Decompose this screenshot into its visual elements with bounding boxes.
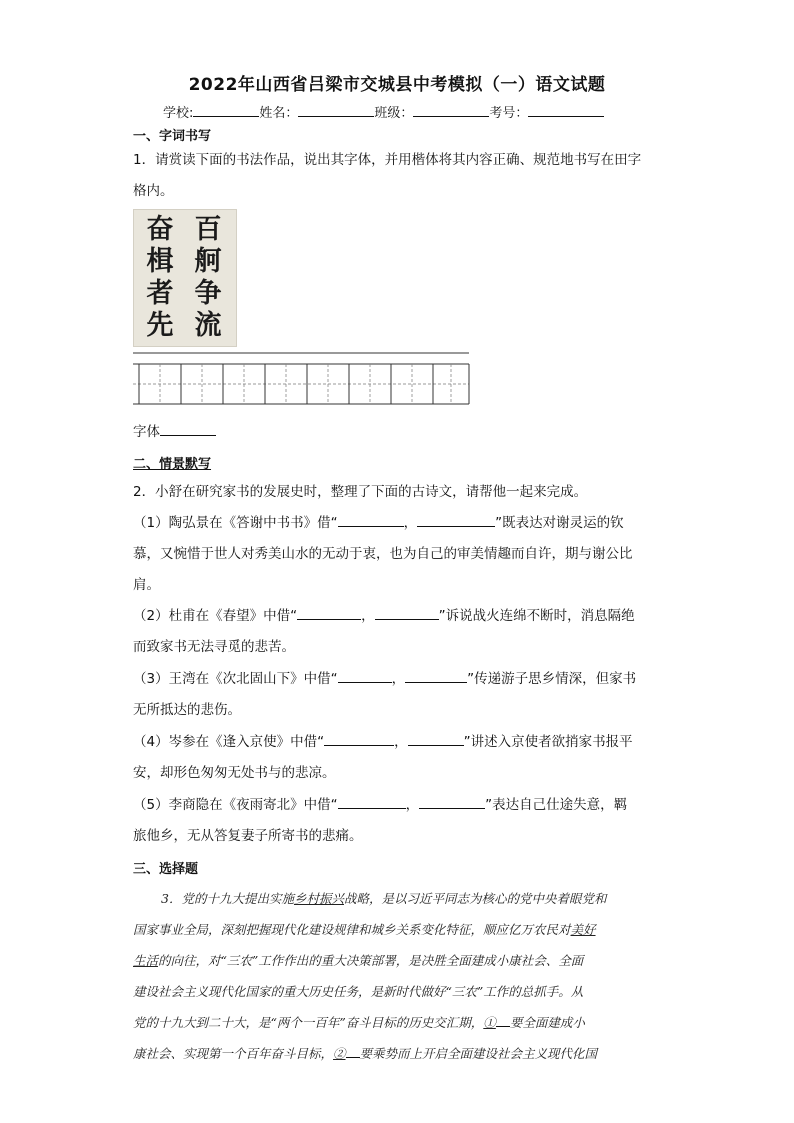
answer-blank[interactable] xyxy=(419,796,485,809)
student-info-line xyxy=(163,102,604,121)
answer-blank[interactable] xyxy=(297,607,361,620)
name-label: 姓名： xyxy=(259,106,299,121)
q3-text: 的向往，对“三农”工作作出的重大决策部署，是决胜全面建成小康社会、全面 xyxy=(158,953,584,968)
q3-text: 战略，是以习近平同志为核心的党中央着眼党和 xyxy=(343,891,607,906)
answer-blank[interactable] xyxy=(405,670,467,683)
section-heading-3: 三、选择题 xyxy=(133,862,199,877)
school-label: 学校: xyxy=(163,106,194,121)
q3-text: 要乘势而上开启全面建设社会主义现代化国 xyxy=(359,1046,598,1061)
answer-blank[interactable] xyxy=(496,1014,510,1027)
q2-item-2 xyxy=(133,601,663,663)
q2-item-text: ”既表达对谢灵运的钦 xyxy=(495,515,624,531)
calligraphy-char: 舸 xyxy=(194,246,222,277)
q2-item-5 xyxy=(133,790,663,852)
answer-blank[interactable] xyxy=(346,1045,360,1058)
q2-item-text: ， xyxy=(361,608,375,624)
q3-underlined: 美好 xyxy=(570,922,596,937)
q1-line2: 格内。 xyxy=(133,183,174,199)
q2-item-text: 而致家书无法寻觅的悲苦。 xyxy=(133,639,295,655)
q3-underlined: 生活 xyxy=(133,953,159,968)
answer-blank[interactable] xyxy=(338,796,406,809)
calligraphy-right-column xyxy=(184,214,232,342)
q2-item-text: ”讲述入京使者欲捎家书报平 xyxy=(463,734,633,750)
q3-text: 国家事业全局，深刻把握现代化建设规律和城乡关系变化特征，顺应亿万农民对 xyxy=(133,922,571,937)
q3-text: 建设社会主义现代化国家的重大历史任务，是新时代做好“三农”工作的总抓手。从 xyxy=(133,984,584,999)
class-label: 班级： xyxy=(374,106,414,121)
calligraphy-char: 百 xyxy=(194,214,222,245)
q2-item-text: 无所抵达的悲伤。 xyxy=(133,702,241,718)
answer-blank[interactable] xyxy=(375,607,439,620)
q2-item-text: 慕，又惋惜于世人对秀美山水的无动于衷，也为自己的审美情趣而自许，期与谢公比 xyxy=(133,546,633,562)
q2-item-text: （3）王湾在《次北固山下》中借“ xyxy=(133,671,338,687)
q2-item-text: ， xyxy=(405,797,420,813)
name-field[interactable] xyxy=(298,104,374,117)
q3-passage xyxy=(133,883,659,1069)
calligraphy-left-column xyxy=(136,214,184,342)
blank-marker-1[interactable]: ① xyxy=(483,1015,496,1030)
q2-item-text: ， xyxy=(391,671,406,687)
calligraphy-char: 流 xyxy=(194,310,222,341)
q2-item-4 xyxy=(133,727,663,789)
calligraphy-char: 楫 xyxy=(146,246,174,277)
q2-item-text: ， xyxy=(394,734,408,750)
q1-text xyxy=(133,145,663,207)
exam-no-field[interactable] xyxy=(528,104,604,117)
q3-underlined: 乡村振兴 xyxy=(293,891,344,906)
q2-item-text: （4）岑参在《逢入京使》中借“ xyxy=(133,734,325,750)
q2-item-text: ”诉说战火连绵不断时，消息隔绝 xyxy=(438,608,635,624)
exam-no-label: 考号： xyxy=(489,106,529,121)
q2-item-text: 肩。 xyxy=(133,577,160,593)
q2-item-3 xyxy=(133,664,663,726)
answer-blank[interactable] xyxy=(408,733,464,746)
q2-item-text: ”传递游子思乡情深，但家书 xyxy=(467,671,637,687)
calligraphy-char: 先 xyxy=(146,310,174,341)
q2-item-text: （1）陶弘景在《答谢中书书》借“ xyxy=(133,515,338,531)
answer-blank[interactable] xyxy=(324,733,394,746)
font-label: 字体 xyxy=(133,424,160,440)
class-field[interactable] xyxy=(413,104,489,117)
answer-blank[interactable] xyxy=(417,514,495,527)
q1-line1: 1．请赏读下面的书法作品，说出其字体，并用楷体将其内容正确、规范地书写在田字 xyxy=(133,152,642,168)
blank-marker-2[interactable]: ② xyxy=(333,1046,346,1061)
q2-item-text: 旅他乡，无从答复妻子所寄书的悲痛。 xyxy=(133,828,363,844)
section-heading-1: 一、字词书写 xyxy=(133,129,212,144)
school-field[interactable] xyxy=(193,104,259,117)
font-answer xyxy=(133,420,216,440)
q2-item-text: （5）李商隐在《夜雨寄北》中借“ xyxy=(133,797,338,813)
q3-text: 要全面建成小 xyxy=(509,1015,585,1030)
q3-text: 3．党的十九大提出实施 xyxy=(161,891,294,906)
q2-intro: 2．小舒在研究家书的发展史时，整理了下面的古诗文，请帮他一起来完成。 xyxy=(133,484,588,500)
calligraphy-char: 争 xyxy=(194,278,222,309)
answer-blank[interactable] xyxy=(338,670,392,683)
page-title: 2022年山西省吕梁市交城县中考模拟（一）语文试题 xyxy=(188,75,606,95)
section-heading-2: 二、情景默写 xyxy=(133,457,212,472)
q2-item-1 xyxy=(133,508,663,601)
calligraphy-char: 者 xyxy=(146,278,174,309)
font-blank[interactable] xyxy=(160,423,216,436)
q3-text: 党的十九大到二十大，是“两个一百年”奋斗目标的历史交汇期， xyxy=(133,1015,484,1030)
answer-blank[interactable] xyxy=(338,514,404,527)
tianzi-writing-grid[interactable] xyxy=(133,352,473,406)
q2-item-text: （2）杜甫在《春望》中借“ xyxy=(133,608,298,624)
q3-text: 康社会、实现第一个百年奋斗目标， xyxy=(133,1046,334,1061)
calligraphy-image xyxy=(133,209,237,347)
q2-item-text: 安，却形色匆匆无处书与的悲凉。 xyxy=(133,765,336,781)
q2-item-text: ， xyxy=(403,515,418,531)
q2-item-text: ”表达自己仕途失意，羁 xyxy=(485,797,628,813)
calligraphy-char: 奋 xyxy=(146,214,174,245)
